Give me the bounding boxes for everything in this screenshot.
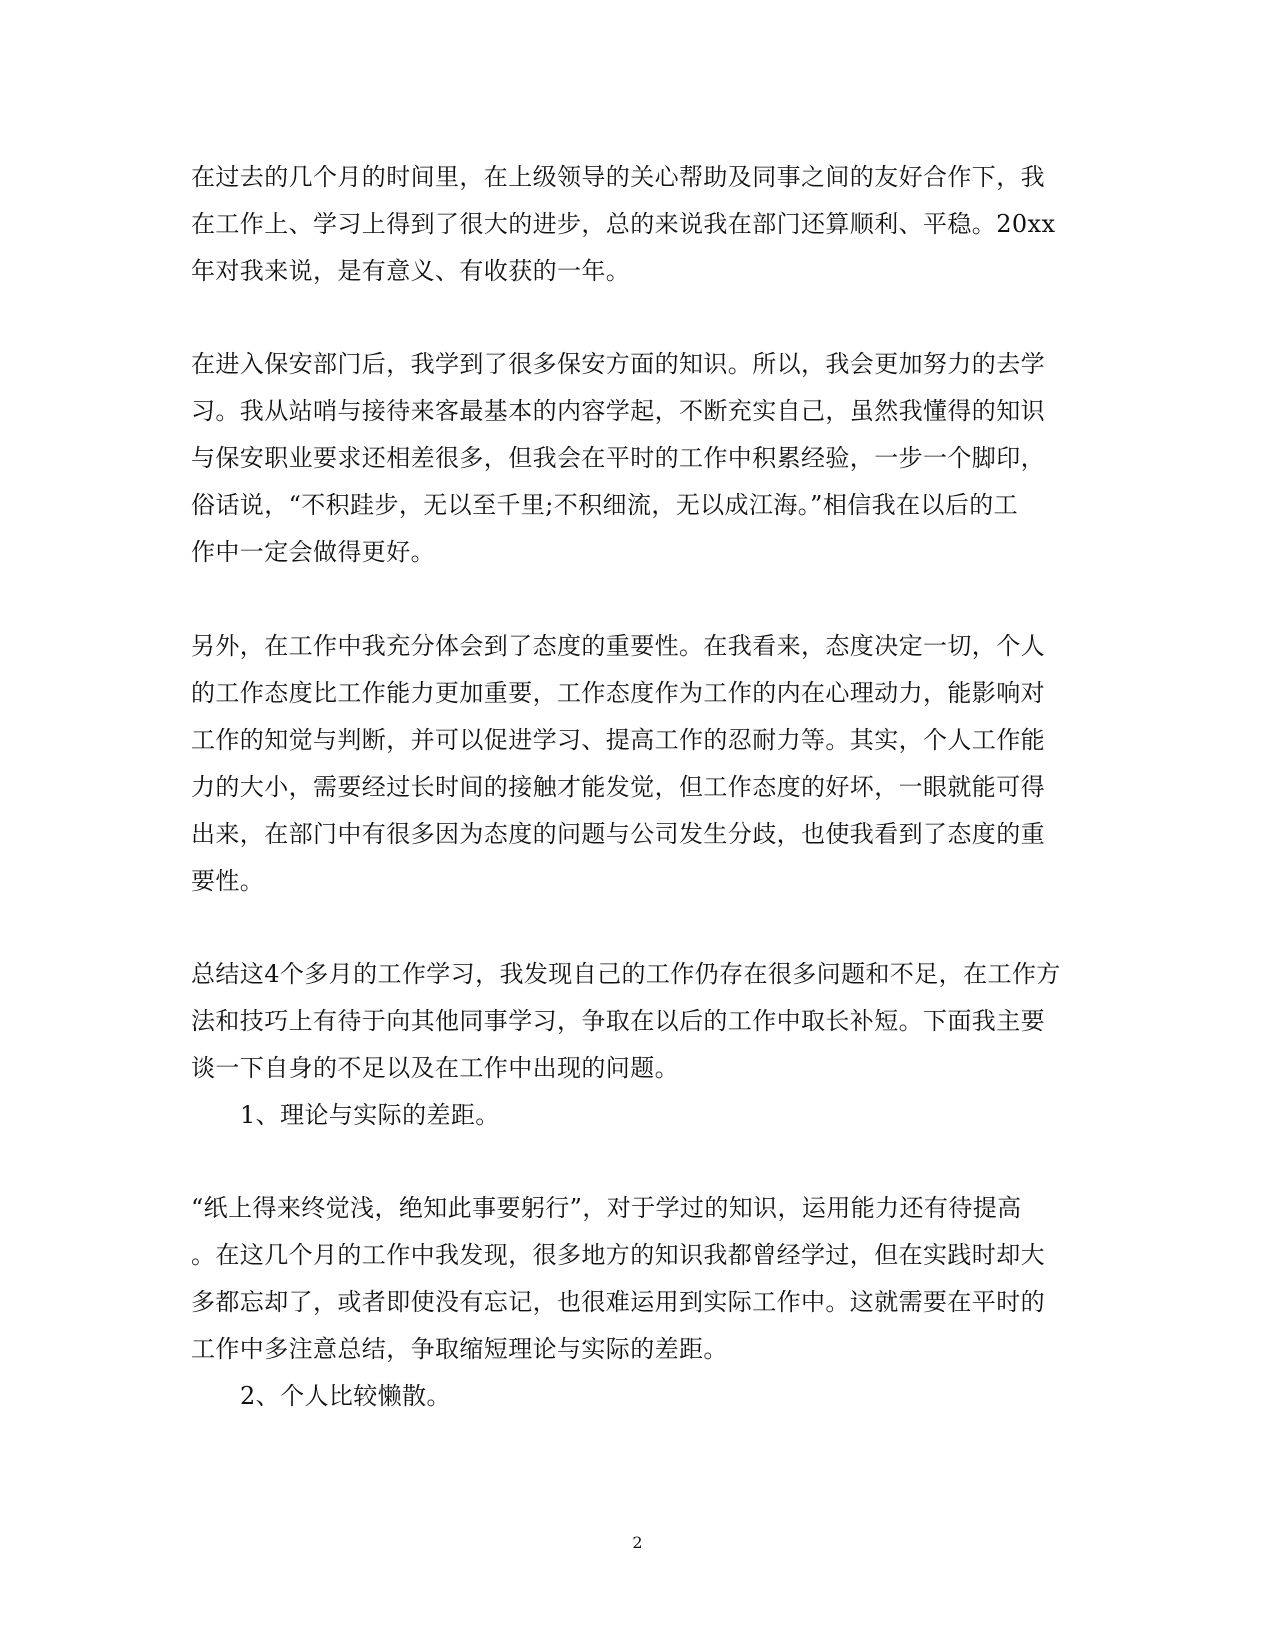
paragraph-1-line-2: 在工作上、学习上得到了很大的进步，总的来说我在部门还算顺利、平稳。20xx bbox=[191, 210, 1056, 238]
paragraph-3-line-2: 的工作态度比工作能力更加重要，工作态度作为工作的内在心理动力，能影响对 bbox=[191, 679, 1045, 707]
paragraph-3-line-3: 工作的知觉与判断，并可以促进学习、提高工作的忍耐力等。其实，个人工作能 bbox=[191, 726, 1045, 754]
paragraph-4-line-1: 总结这4个多月的工作学习，我发现自己的工作仍存在很多问题和不足，在工作方 bbox=[191, 960, 1061, 988]
paragraph-3-line-5: 出来，在部门中有很多因为态度的问题与公司发生分歧，也使我看到了态度的重 bbox=[191, 820, 1045, 848]
paragraph-4-line-2: 法和技巧上有待于向其他同事学习，争取在以后的工作中取长补短。下面我主要 bbox=[191, 1007, 1045, 1035]
paragraph-2-line-4: 俗话说，“不积跬步，无以至千里;不积细流，无以成江海。”相信我在以后的工 bbox=[191, 491, 1019, 519]
paragraph-5-line-3: 多都忘却了，或者即使没有忘记，也很难运用到实际工作中。这就需要在平时的 bbox=[191, 1288, 1045, 1316]
paragraph-1-line-1: 在过去的几个月的时间里，在上级领导的关心帮助及同事之间的友好合作下，我 bbox=[191, 163, 1045, 191]
list-item-2: 2、个人比较懒散。 bbox=[240, 1382, 451, 1410]
paragraph-5-line-1: “纸上得来终觉浅，绝知此事要躬行”，对于学过的知识，运用能力还有待提高 bbox=[191, 1194, 1022, 1222]
paragraph-3-line-1: 另外，在工作中我充分体会到了态度的重要性。在我看来，态度决定一切，个人 bbox=[191, 632, 1045, 660]
paragraph-2-line-3: 与保安职业要求还相差很多，但我会在平时的工作中积累经验，一步一个脚印， bbox=[191, 444, 1045, 472]
paragraph-5-line-4: 工作中多注意总结，争取缩短理论与实际的差距。 bbox=[191, 1335, 728, 1363]
paragraph-2-line-5: 作中一定会做得更好。 bbox=[191, 538, 435, 566]
paragraph-5-line-2: 。在这几个月的工作中我发现，很多地方的知识我都曾经学过，但在实践时却大 bbox=[191, 1241, 1045, 1269]
paragraph-2-line-1: 在进入保安部门后，我学到了很多保安方面的知识。所以，我会更加努力的去学 bbox=[191, 350, 1045, 378]
paragraph-3-line-4: 力的大小，需要经过长时间的接触才能发觉，但工作态度的好坏，一眼就能可得 bbox=[191, 773, 1045, 801]
paragraph-1-line-3: 年对我来说，是有意义、有收获的一年。 bbox=[191, 257, 631, 285]
list-item-1: 1、理论与实际的差距。 bbox=[240, 1101, 500, 1129]
page-number: 2 bbox=[632, 1533, 643, 1552]
paragraph-2-line-2: 习。我从站哨与接待来客最基本的内容学起，不断充实自己，虽然我懂得的知识 bbox=[191, 397, 1045, 425]
paragraph-4-line-3: 谈一下自身的不足以及在工作中出现的问题。 bbox=[191, 1054, 679, 1082]
paragraph-3-line-6: 要性。 bbox=[191, 867, 265, 895]
